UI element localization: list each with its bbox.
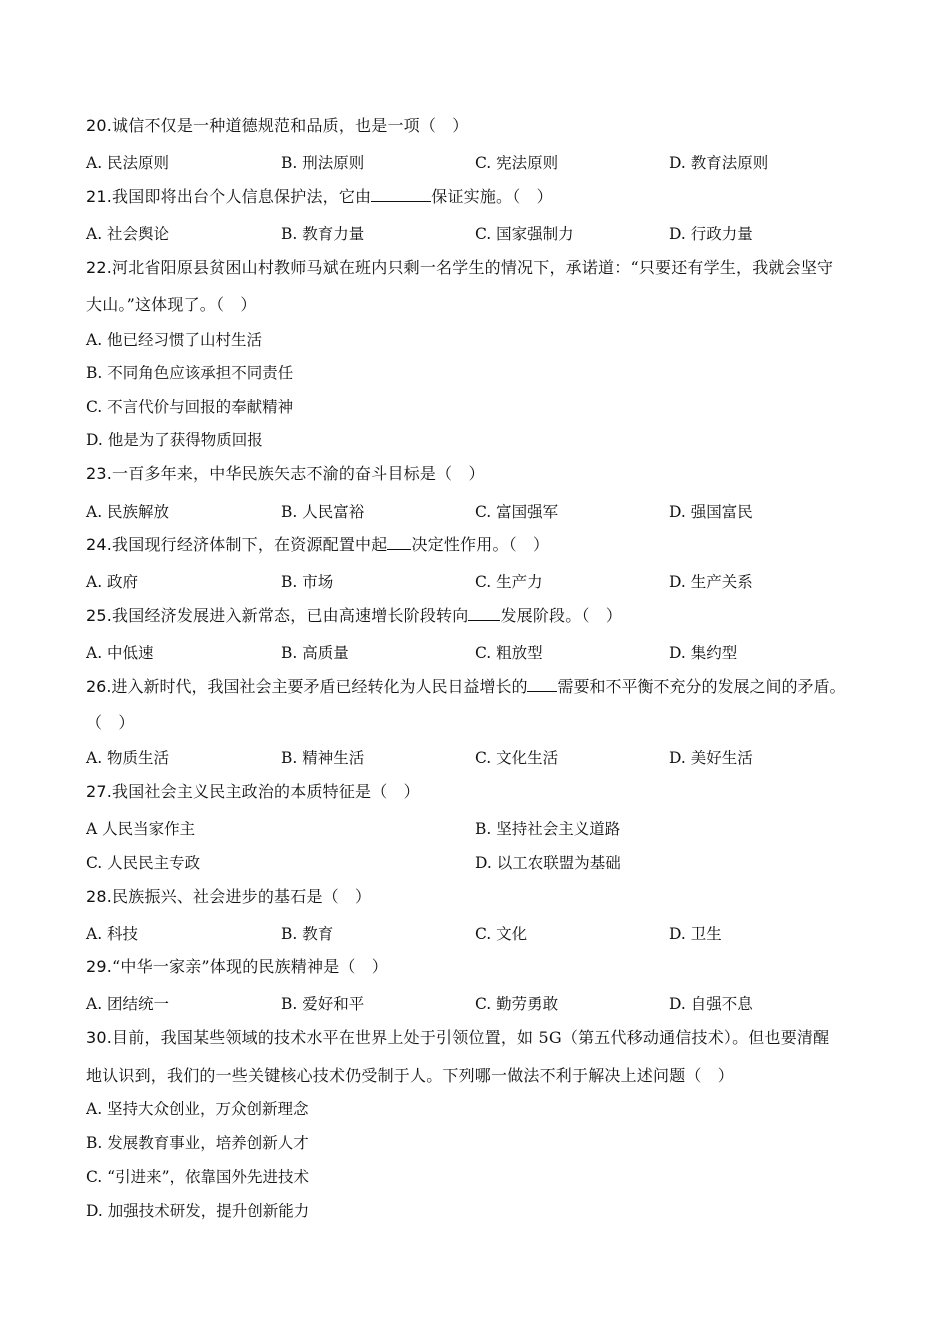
option-a: A. 社会舆论 (86, 225, 170, 243)
question-number: 21. (86, 187, 113, 206)
question-20-stem (86, 115, 468, 137)
answer-blank (387, 534, 411, 550)
option-c: C. 人民民主专政 (86, 854, 201, 872)
option-c: C. 粗放型 (475, 644, 543, 662)
option-a: A. 团结统一 (86, 995, 170, 1013)
question-number: 20. (86, 116, 113, 135)
answer-blank (371, 186, 431, 202)
option-a: A. 坚持大众创业，万众创新理念 (86, 1100, 309, 1118)
option-d: D. 以工农联盟为基础 (475, 854, 621, 872)
question-text: 发展阶段。（ ） (500, 606, 623, 625)
answer-blank (468, 605, 500, 621)
question-30-stem (86, 1027, 829, 1049)
question-text: 我国即将出台个人信息保护法，它由 (112, 187, 372, 206)
option-a: A. 科技 (86, 925, 139, 943)
option-b: B. 市场 (281, 573, 334, 591)
question-text: 诚信不仅是一种道德规范和品质，也是一项（ ） (112, 116, 469, 135)
option-d: D. 他是为了获得物质回报 (86, 431, 263, 449)
option-b: B. 教育 (281, 925, 334, 943)
option-a: A 人民当家作主 (86, 820, 196, 838)
question-21-stem (86, 186, 553, 208)
question-24-stem (86, 534, 549, 556)
option-a: A. 他已经习惯了山村生活 (86, 331, 263, 349)
option-c: C. 宪法原则 (475, 154, 559, 172)
question-number: 28. (86, 887, 113, 906)
question-23-stem (86, 463, 485, 485)
question-text: 河北省阳原县贫困山村教师马斌在班内只剩一名学生的情况下，承诺道：“只要还有学生，我就会坚守 (112, 258, 834, 277)
option-b: B. 人民富裕 (281, 503, 365, 521)
option-d: D. 集约型 (669, 644, 738, 662)
option-b: B. 教育力量 (281, 225, 365, 243)
question-number: 23. (86, 464, 113, 483)
option-b: B. 高质量 (281, 644, 349, 662)
option-d: D. 加强技术研发，提升创新能力 (86, 1202, 310, 1220)
option-c: C. 勤劳勇敢 (475, 995, 559, 1013)
option-b: B. 刑法原则 (281, 154, 365, 172)
option-d: D. 自强不息 (669, 995, 753, 1013)
question-text: 进入新时代，我国社会主要矛盾已经转化为人民日益增长的 (111, 677, 528, 696)
option-c: C. 国家强制力 (475, 225, 574, 243)
option-c: C. 文化 (475, 925, 528, 943)
option-d: D. 生产关系 (669, 573, 753, 591)
question-29-stem (86, 956, 388, 978)
option-b: B. 不同角色应该承担不同责任 (86, 364, 294, 382)
option-d: D. 强国富民 (669, 503, 753, 521)
question-number: 22. (86, 258, 113, 277)
option-d: D. 卫生 (669, 925, 722, 943)
option-b: B. 坚持社会主义道路 (475, 820, 621, 838)
option-b: B. 发展教育事业，培养创新人才 (86, 1134, 309, 1152)
answer-blank (527, 676, 557, 692)
option-d: D. 美好生活 (669, 749, 753, 767)
option-b: B. 精神生活 (281, 749, 365, 767)
question-number: 30. (86, 1028, 113, 1047)
question-number: 24. (86, 535, 113, 554)
option-c: C. 富国强军 (475, 503, 559, 521)
question-22-stem (86, 257, 833, 279)
question-27-stem (86, 781, 420, 803)
option-d: D. 教育法原则 (669, 154, 769, 172)
option-c: C. “引进来”，依靠国外先进技术 (86, 1168, 310, 1186)
option-c: C. 文化生活 (475, 749, 559, 767)
question-text: 我国社会主义民主政治的本质特征是（ ） (112, 782, 420, 801)
option-c: C. 不言代价与回报的奉献精神 (86, 398, 294, 416)
question-text: 决定性作用。（ ） (411, 535, 550, 554)
question-text: 一百多年来，中华民族矢志不渝的奋斗目标是（ ） (112, 464, 485, 483)
question-number: 29. (86, 957, 113, 976)
question-text: 保证实施。（ ） (431, 187, 553, 206)
question-26-stem-cont: （ ） (86, 713, 135, 732)
option-d: D. 行政力量 (669, 225, 753, 243)
option-c: C. 生产力 (475, 573, 543, 591)
question-26-stem (86, 676, 845, 698)
question-28-stem (86, 886, 371, 908)
question-text: 目前，我国某些领域的技术水平在世界上处于引领位置，如 5G（第五代移动通信技术）。但也要清醒 (112, 1028, 830, 1047)
question-number: 25. (86, 606, 113, 625)
question-number: 26. (86, 677, 112, 696)
option-a: A. 中低速 (86, 644, 154, 662)
question-text: “中华一家亲”体现的民族精神是（ ） (112, 957, 389, 976)
question-text: 我国现行经济体制下，在资源配置中起 (112, 535, 388, 554)
question-30-stem-cont: 地认识到，我们的一些关键核心技术仍受制于人。下列哪一做法不利于解决上述问题（ ） (86, 1066, 735, 1085)
question-25-stem (86, 605, 622, 627)
option-a: A. 政府 (86, 573, 139, 591)
question-text: 需要和不平衡不充分的发展之间的矛盾。 (557, 677, 846, 696)
option-a: A. 民族解放 (86, 503, 170, 521)
option-b: B. 爱好和平 (281, 995, 365, 1013)
option-a: A. 物质生活 (86, 749, 170, 767)
question-text: 我国经济发展进入新常态，已由高速增长阶段转向 (112, 606, 469, 625)
question-number: 27. (86, 782, 113, 801)
question-22-stem-cont: 大山。”这体现了。（ ） (86, 295, 257, 314)
question-text: 民族振兴、社会进步的基石是（ ） (112, 887, 372, 906)
option-a: A. 民法原则 (86, 154, 170, 172)
